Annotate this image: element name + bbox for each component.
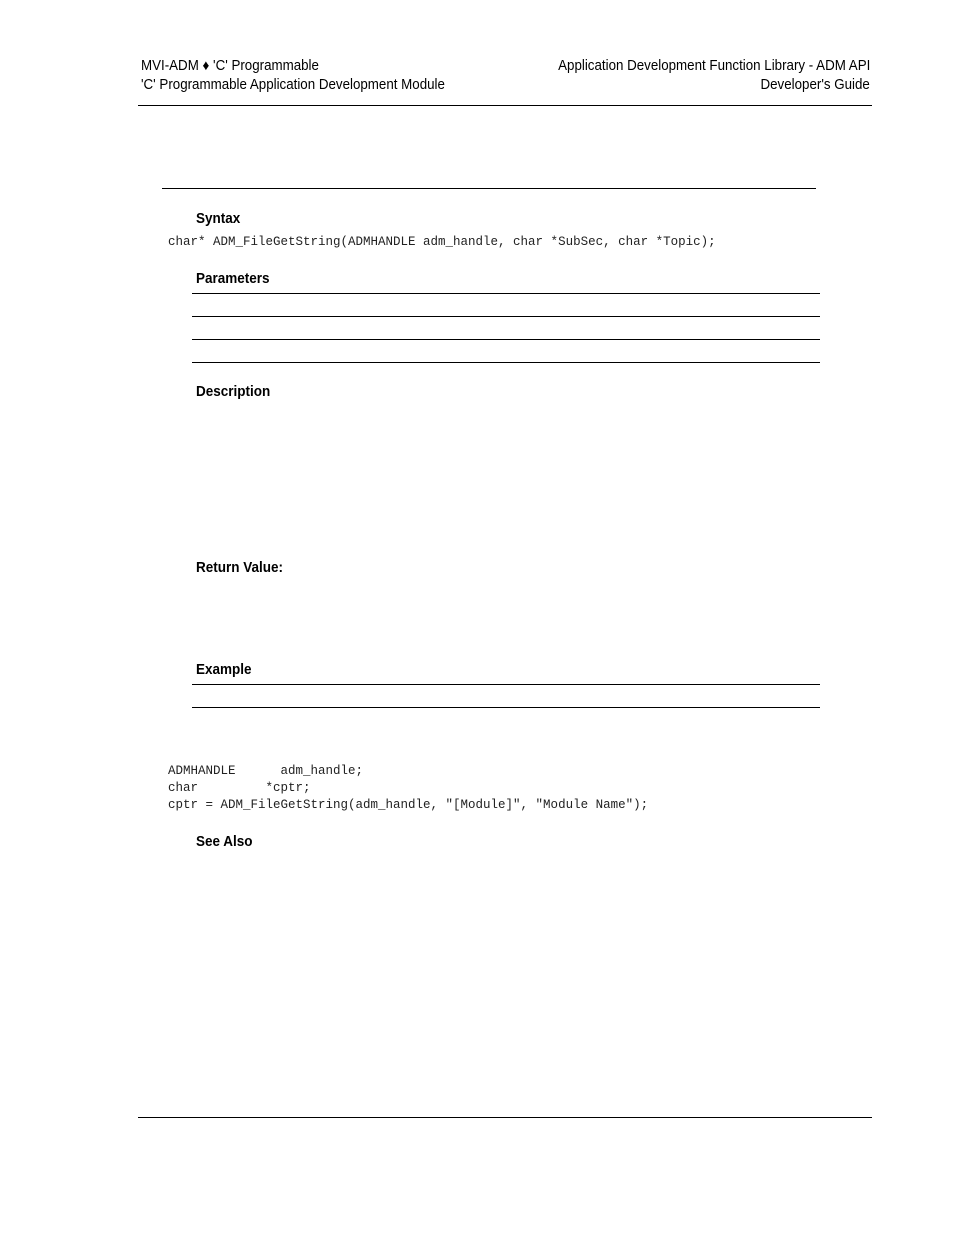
example-table-rule bbox=[192, 684, 820, 685]
header-guide-title: Developer's Guide bbox=[760, 77, 870, 93]
header-module-title: 'C' Programmable Application Development Module bbox=[141, 77, 445, 93]
example-code-line: cptr = ADM_FileGetString(adm_handle, "[Module]", "Module Name"); bbox=[168, 798, 649, 812]
footer-divider bbox=[138, 1117, 872, 1118]
return-value-heading: Return Value: bbox=[196, 559, 284, 576]
header-divider bbox=[138, 105, 872, 106]
header-chapter-title: Application Development Function Library - ADM API bbox=[557, 58, 870, 74]
header-product-title: MVI-ADM ♦ 'C' Programmable bbox=[141, 58, 319, 74]
example-table-rule bbox=[192, 707, 820, 708]
example-code-line: char *cptr; bbox=[168, 781, 311, 795]
parameters-heading: Parameters bbox=[196, 270, 270, 287]
syntax-heading: Syntax bbox=[196, 210, 241, 227]
see-also-heading: See Also bbox=[196, 833, 253, 850]
example-heading: Example bbox=[196, 661, 252, 678]
parameters-table-rule bbox=[192, 293, 820, 294]
syntax-code: char* ADM_FileGetString(ADMHANDLE adm_handle, char *SubSec, char *Topic); bbox=[168, 235, 716, 249]
example-code-line: ADMHANDLE adm_handle; bbox=[168, 764, 364, 778]
function-title-divider bbox=[162, 188, 816, 189]
parameters-table-rule bbox=[192, 316, 820, 317]
parameters-table-rule bbox=[192, 362, 820, 363]
description-heading: Description bbox=[196, 383, 271, 400]
parameters-table-rule bbox=[192, 339, 820, 340]
